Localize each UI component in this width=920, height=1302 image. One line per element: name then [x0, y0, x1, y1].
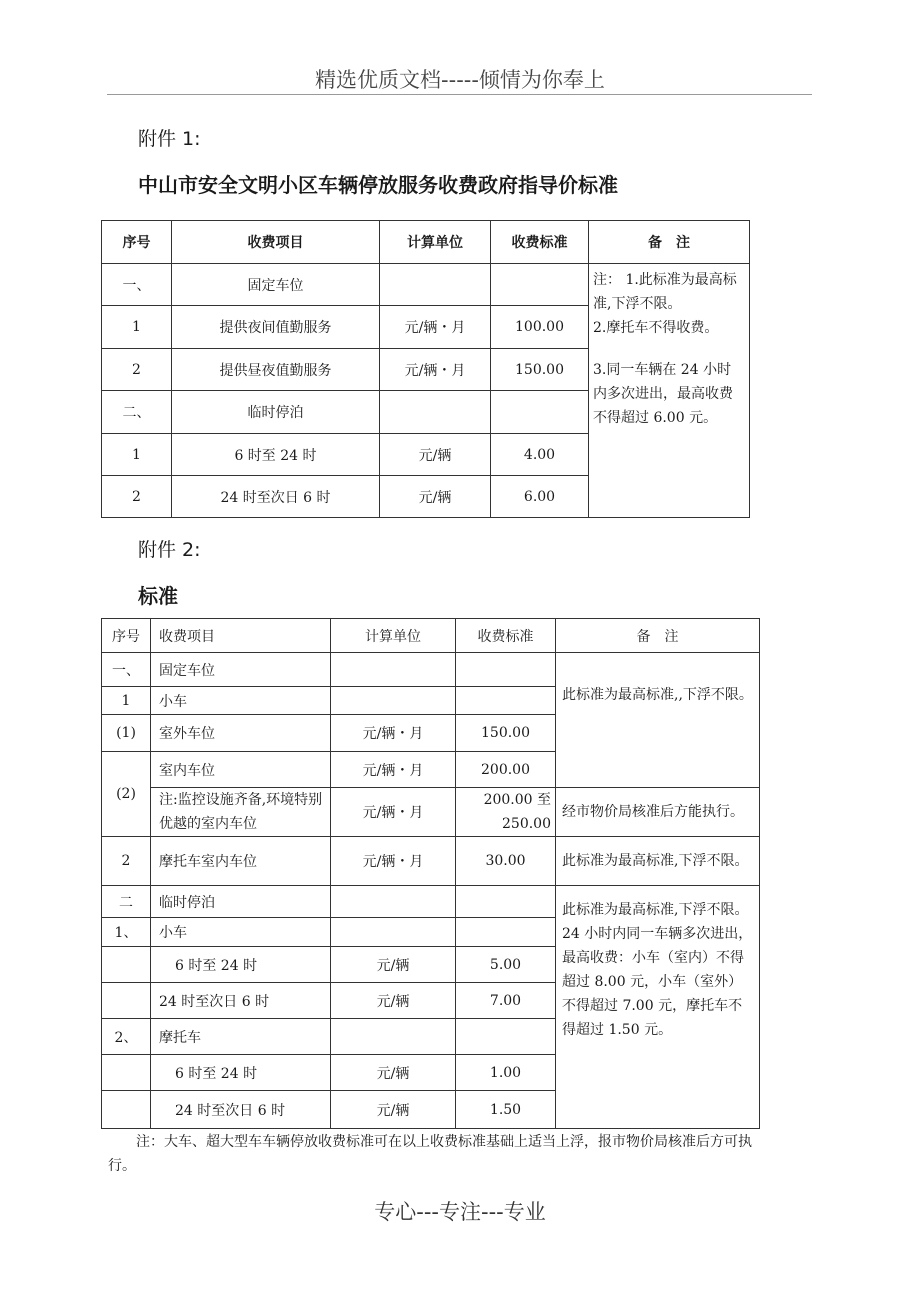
cell-item: 小车: [151, 687, 331, 715]
header-cell-price: 收费标准: [491, 221, 589, 264]
cell-price: [491, 264, 589, 306]
cell-no: (1): [102, 715, 151, 752]
attachment-1-label: 附件 1:: [138, 128, 201, 150]
cell-no: 一、: [102, 653, 151, 687]
cell-item: 24 时至次日 6 时: [172, 476, 380, 518]
fee-table-2: [101, 618, 760, 1129]
cell-unit: [331, 653, 456, 687]
cell-price: 7.00: [456, 983, 556, 1019]
cell-price: [456, 653, 556, 687]
cell-unit: 元/辆: [331, 983, 456, 1019]
footnote: 注：大车、超大型车车辆停放收费标准可在以上收费标准基础上适当上浮，报市物价局核准后方可执行。: [108, 1134, 752, 1174]
cell-price: [456, 886, 556, 918]
cell-item: 临时停泊: [151, 886, 331, 918]
cell-item: 6 时至 24 时: [151, 947, 331, 983]
table-row: [102, 886, 760, 918]
cell-no: 2: [102, 476, 172, 518]
cell-no: 一、: [102, 264, 172, 306]
cell-price: 200.00: [456, 752, 556, 788]
cell-unit: [331, 687, 456, 715]
notes-cell-motorcycle-indoor: 此标准为最高标准,下浮不限。: [556, 837, 760, 886]
cell-unit: 元/辆・月: [331, 788, 456, 837]
cell-no: 2: [102, 837, 151, 886]
cell-unit: 元/辆・月: [380, 349, 491, 391]
cell-item: 24 时至次日 6 时: [151, 983, 331, 1019]
cell-no: 1、: [102, 918, 151, 947]
cell-no: 二: [102, 886, 151, 918]
cell-item: 室外车位: [151, 715, 331, 752]
header-cell-unit: 计算单位: [380, 221, 491, 264]
cell-item: 6 时至 24 时: [151, 1055, 331, 1091]
table-row: [102, 653, 760, 687]
cell-unit: [331, 886, 456, 918]
attachment-2-title: 标准: [138, 584, 178, 608]
cell-no: 二、: [102, 391, 172, 434]
cell-price: 6.00: [491, 476, 589, 518]
cell-unit: 元/辆: [380, 476, 491, 518]
notes-cell: [589, 264, 750, 518]
cell-item: 24 时至次日 6 时: [151, 1091, 331, 1129]
header-cell-no: 序号: [102, 619, 151, 653]
cell-price: 1.50: [456, 1091, 556, 1129]
cell-no: [102, 983, 151, 1019]
cell-unit: [380, 264, 491, 306]
cell-item: 小车: [151, 918, 331, 947]
note-line-3: 3.同一车辆在 24 小时内多次进出，最高收费不得超过 6.00 元。: [593, 362, 733, 426]
attachment-2-label: 附件 2:: [138, 539, 201, 561]
header-cell-item: 收费项目: [172, 221, 380, 264]
cell-price: [456, 1019, 556, 1055]
cell-no: 1: [102, 306, 172, 349]
cell-no: 1: [102, 687, 151, 715]
cell-unit: 元/辆・月: [331, 715, 456, 752]
cell-price: 150.00: [456, 715, 556, 752]
notes-cell-premium: 经市物价局核准后方能执行。: [556, 788, 760, 837]
fee-table-1: [101, 220, 750, 518]
cell-unit: [380, 391, 491, 434]
cell-item: 注:监控设施齐备,环境特别优越的室内车位: [151, 788, 331, 837]
header-cell-no: 序号: [102, 221, 172, 264]
cell-no: (2): [102, 752, 151, 837]
cell-price: 200.00 至 250.00: [456, 788, 556, 837]
notes-cell-temporary: 此标准为最高标准,下浮不限。24 小时内同一车辆多次进出，最高收费：小车（室内）不得超过 8.00 元，小车（室外）不得超过 7.00 元，摩托车不得超过 1.50 元。: [556, 886, 760, 1129]
note-line-1: 注： 1.此标准为最高标准,下浮不限。: [593, 272, 737, 312]
cell-unit: 元/辆: [331, 1055, 456, 1091]
cell-price: 30.00: [456, 837, 556, 886]
notes-cell-fixed: 此标准为最高标准,,下浮不限。: [556, 653, 760, 788]
cell-item: 6 时至 24 时: [172, 434, 380, 476]
cell-unit: 元/辆・月: [380, 306, 491, 349]
table-header-row: [102, 221, 750, 264]
page-footer-text: 专心---专注---专业: [374, 1200, 546, 1224]
cell-price: 5.00: [456, 947, 556, 983]
cell-item: 摩托车: [151, 1019, 331, 1055]
header-cell-unit: 计算单位: [331, 619, 456, 653]
cell-unit: [331, 1019, 456, 1055]
cell-item: 固定车位: [172, 264, 380, 306]
table-row: [102, 788, 760, 837]
cell-unit: 元/辆: [331, 947, 456, 983]
cell-item: 固定车位: [151, 653, 331, 687]
header-cell-note: 备 注: [589, 221, 750, 264]
cell-price: [491, 391, 589, 434]
page-header-text: 精选优质文档-----倾情为你奉上: [315, 68, 605, 92]
cell-unit: 元/辆・月: [331, 837, 456, 886]
table-header-row: [102, 619, 760, 653]
cell-unit: [331, 918, 456, 947]
header-cell-price: 收费标准: [456, 619, 556, 653]
note-line-2: 2.摩托车不得收费。: [593, 320, 719, 336]
cell-no: [102, 947, 151, 983]
cell-no: 1: [102, 434, 172, 476]
cell-item: 室内车位: [151, 752, 331, 788]
cell-price: 100.00: [491, 306, 589, 349]
cell-price: 150.00: [491, 349, 589, 391]
cell-item: 提供夜间值勤服务: [172, 306, 380, 349]
cell-price: [456, 687, 556, 715]
cell-item: 摩托车室内车位: [151, 837, 331, 886]
cell-price: 4.00: [491, 434, 589, 476]
cell-no: 2、: [102, 1019, 151, 1055]
table-row: [102, 264, 750, 306]
cell-unit: 元/辆・月: [331, 752, 456, 788]
cell-item: 临时停泊: [172, 391, 380, 434]
header-cell-note: 备 注: [556, 619, 760, 653]
cell-price: 1.00: [456, 1055, 556, 1091]
cell-unit: 元/辆: [331, 1091, 456, 1129]
cell-price: [456, 918, 556, 947]
header-cell-item: 收费项目: [151, 619, 331, 653]
header-divider: [107, 94, 812, 95]
cell-no: [102, 1091, 151, 1129]
cell-no: 2: [102, 349, 172, 391]
cell-no: [102, 1055, 151, 1091]
attachment-1-title: 中山市安全文明小区车辆停放服务收费政府指导价标准: [138, 173, 618, 197]
cell-unit: 元/辆: [380, 434, 491, 476]
table-row: [102, 837, 760, 886]
cell-item: 提供昼夜值勤服务: [172, 349, 380, 391]
